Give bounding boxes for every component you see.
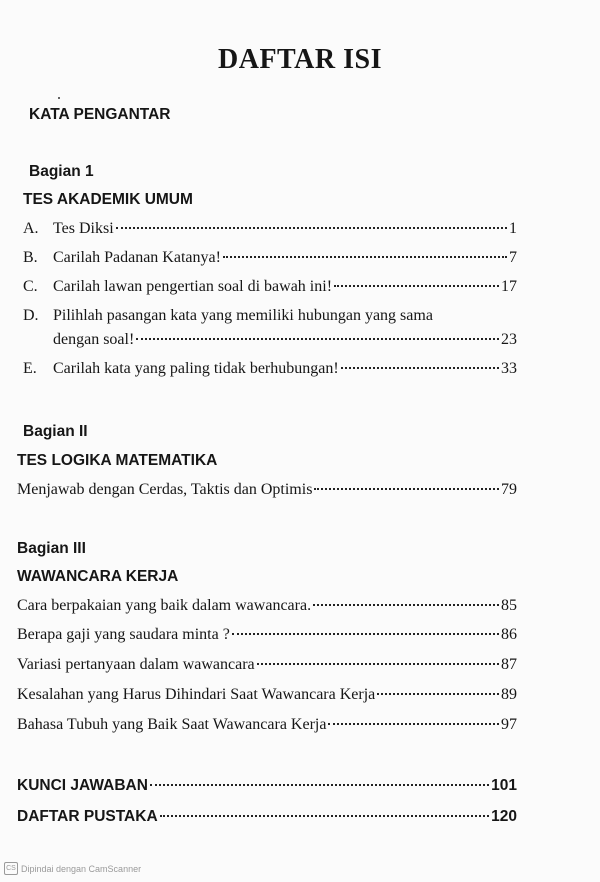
bagian1-heading: TES AKADEMIK UMUM [23,191,193,208]
entry-text-continued: dengan soal! [53,331,135,348]
dot-leader [150,784,489,786]
entry-page: 97 [501,716,517,733]
entry-page: 89 [501,686,517,703]
bagian2-heading: TES LOGIKA MATEMATIKA [17,452,218,469]
entry-letter: B. [23,249,38,266]
entry-text: Carilah Padanan Katanya! [53,249,221,266]
camscanner-logo-icon: CS [4,862,18,875]
entry-text: DAFTAR PUSTAKA [17,808,158,825]
toc-entry-kunci-jawaban [17,777,517,795]
dot-leader [313,604,499,606]
entry-text: Carilah lawan pengertian soal di bawah ini! [53,278,333,295]
bagian2-label: Bagian II [23,423,88,440]
dot-leader [232,633,499,635]
kata-pengantar-heading: KATA PENGANTAR [29,106,171,123]
toc-entry-c [23,278,517,296]
toc-entry-wawancara-2 [17,626,517,644]
bagian3-heading: WAWANCARA KERJA [17,568,179,585]
entry-letter: D. [23,307,39,324]
entry-page: 1 [509,220,517,237]
toc-entry-d-line1 [23,307,517,325]
entry-page: 87 [501,656,517,673]
bagian1-label: Bagian 1 [29,163,94,180]
entry-text: Variasi pertanyaan dalam wawancara [17,656,255,673]
entry-page: 33 [501,360,517,377]
entry-page: 17 [501,278,517,295]
dot-leader [334,285,499,287]
toc-entry-logika [17,481,517,499]
entry-page: 120 [491,808,517,825]
entry-letter: C. [23,278,38,295]
dot-leader [160,815,489,817]
entry-page: 85 [501,597,517,614]
entry-text: Kesalahan yang Harus Dihindari Saat Wawancara Kerja [17,686,376,703]
toc-entry-d-line2 [53,331,517,349]
entry-page: 101 [491,777,517,794]
entry-text: Tes Diksi [53,220,114,237]
toc-entry-a [23,220,517,238]
toc-entry-wawancara-4 [17,686,517,704]
dot-leader [341,367,499,369]
entry-text: Carilah kata yang paling tidak berhubungan! [53,360,339,377]
entry-text: Bahasa Tubuh yang Baik Saat Wawancara Kerja [17,716,327,733]
camscanner-watermark [4,862,141,875]
dot-leader [116,227,507,229]
dot-leader [377,693,499,695]
toc-entry-b [23,249,517,267]
watermark-text: Dipindai dengan CamScanner [21,863,142,874]
entry-letter: E. [23,360,37,377]
dot-leader [328,723,499,725]
toc-entry-e [23,360,517,378]
entry-page: 7 [509,249,517,266]
entry-text: Menjawab dengan Cerdas, Taktis dan Optimis [17,481,313,498]
entry-page: 23 [501,331,517,348]
toc-entry-wawancara-5 [17,716,517,734]
toc-entry-daftar-pustaka [17,808,517,826]
scan-speck [58,97,60,99]
entry-letter: A. [23,220,39,237]
toc-entry-wawancara-1 [17,597,517,615]
entry-text: Pilihlah pasangan kata yang memiliki hubungan yang sama [53,307,433,324]
entry-page: 86 [501,626,517,643]
entry-page: 79 [501,481,517,498]
dot-leader [223,256,507,258]
bagian3-label: Bagian III [17,540,86,557]
page-title: DAFTAR ISI [218,44,382,75]
entry-text: Berapa gaji yang saudara minta ? [17,626,230,643]
entry-text: Cara berpakaian yang baik dalam wawancara. [17,597,312,614]
dot-leader [314,488,499,490]
entry-text: KUNCI JAWABAN [17,777,148,794]
dot-leader [136,338,499,340]
toc-entry-wawancara-3 [17,656,517,674]
dot-leader [257,663,499,665]
